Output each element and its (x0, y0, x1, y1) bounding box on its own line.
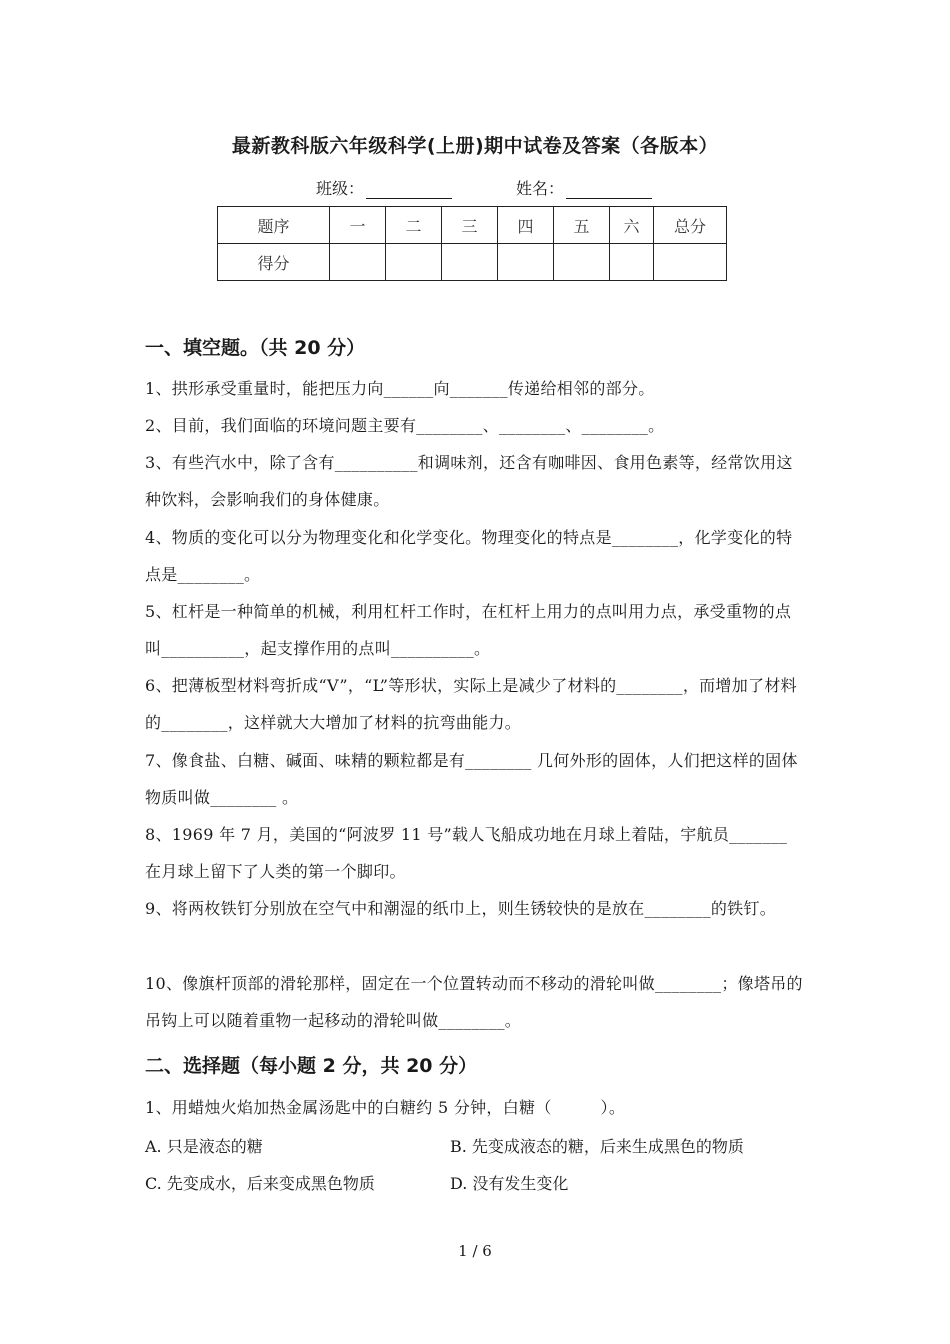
section-heading: 二、选择题（每小题 2 分，共 20 分） (145, 1055, 478, 1077)
name-blank[interactable] (566, 182, 652, 199)
class-blank[interactable] (366, 182, 452, 199)
option-b[interactable]: B. 先变成液态的糖，后来生成黑色的物质 (450, 1137, 744, 1156)
score-cell[interactable] (610, 244, 654, 281)
table-cell: 一 (330, 207, 386, 244)
question-item: 8、1969 年 7 月，美国的“阿波罗 11 号”载人飞船成功地在月球上着陆，宇航员_______ 在月球上留下了人类的第一个脚印。 (145, 825, 788, 881)
question-item: 5、杠杆是一种简单的机械，利用杠杆工作时，在杠杆上用力的点叫用力点，承受重物的点叫__________，起支撑作用的点叫__________。 (145, 602, 792, 658)
question-item: 10、像旗杆顶部的滑轮那样，固定在一个位置转动而不移动的滑轮叫做________；像塔吊的吊钩上可以随着重物一起移动的滑轮叫做________。 (145, 974, 803, 1030)
section-heading: 一、填空题。（共 20 分） (145, 337, 366, 359)
question-item: 9、将两枚铁钉分别放在空气中和潮湿的纸巾上，则生锈较快的是放在________的铁钉。 (145, 899, 777, 918)
score-table-score-row (218, 244, 727, 281)
question-item: 7、像食盐、白糖、碱面、味精的颗粒都是有________ 几何外形的固体，人们把这样的固体物质叫做________ 。 (145, 751, 798, 807)
question-item: 2、目前，我们面临的环境问题主要有________、________、________。 (145, 416, 665, 435)
option-a[interactable]: A. 只是液态的糖 (145, 1137, 263, 1156)
question-item: 1、拱形承受重量时，能把压力向______向_______传递给相邻的部分。 (145, 379, 655, 398)
table-cell: 三 (442, 207, 498, 244)
table-cell: 总分 (654, 207, 727, 244)
table-cell: 得分 (218, 244, 330, 281)
question-item: 6、把薄板型材料弯折成“V”，“L”等形状，实际上是减少了材料的________，而增加了材料的________，这样就大大增加了材料的抗弯曲能力。 (145, 676, 797, 732)
score-cell[interactable] (442, 244, 498, 281)
score-cell[interactable] (554, 244, 610, 281)
table-cell: 五 (554, 207, 610, 244)
score-table (217, 206, 727, 281)
score-cell[interactable] (654, 244, 727, 281)
score-cell[interactable] (330, 244, 386, 281)
page-number: 1 / 6 (458, 1242, 492, 1260)
score-table-header-row (218, 207, 727, 244)
option-d[interactable]: D. 没有发生变化 (450, 1174, 569, 1193)
table-cell: 题序 (218, 207, 330, 244)
name-label: 姓名： (516, 179, 565, 198)
score-cell[interactable] (386, 244, 442, 281)
name-field (516, 176, 652, 199)
table-cell: 六 (610, 207, 654, 244)
class-label: 班级： (316, 179, 365, 198)
score-cell[interactable] (498, 244, 554, 281)
exam-title: 最新教科版六年级科学(上册)期中试卷及答案（各版本） (231, 135, 719, 157)
question-stem: 1、用蜡烛火焰加热金属汤匙中的白糖约 5 分钟，白糖（ ）。 (145, 1098, 626, 1117)
table-cell: 二 (386, 207, 442, 244)
class-field (316, 176, 452, 199)
question-item: 3、有些汽水中，除了含有__________和调味剂，还含有咖啡因、食用色素等，经常饮用这种饮料，会影响我们的身体健康。 (145, 453, 793, 509)
table-cell: 四 (498, 207, 554, 244)
option-c[interactable]: C. 先变成水，后来变成黑色物质 (145, 1174, 375, 1193)
question-item: 4、物质的变化可以分为物理变化和化学变化。物理变化的特点是________，化学变化的特点是________。 (145, 528, 793, 584)
